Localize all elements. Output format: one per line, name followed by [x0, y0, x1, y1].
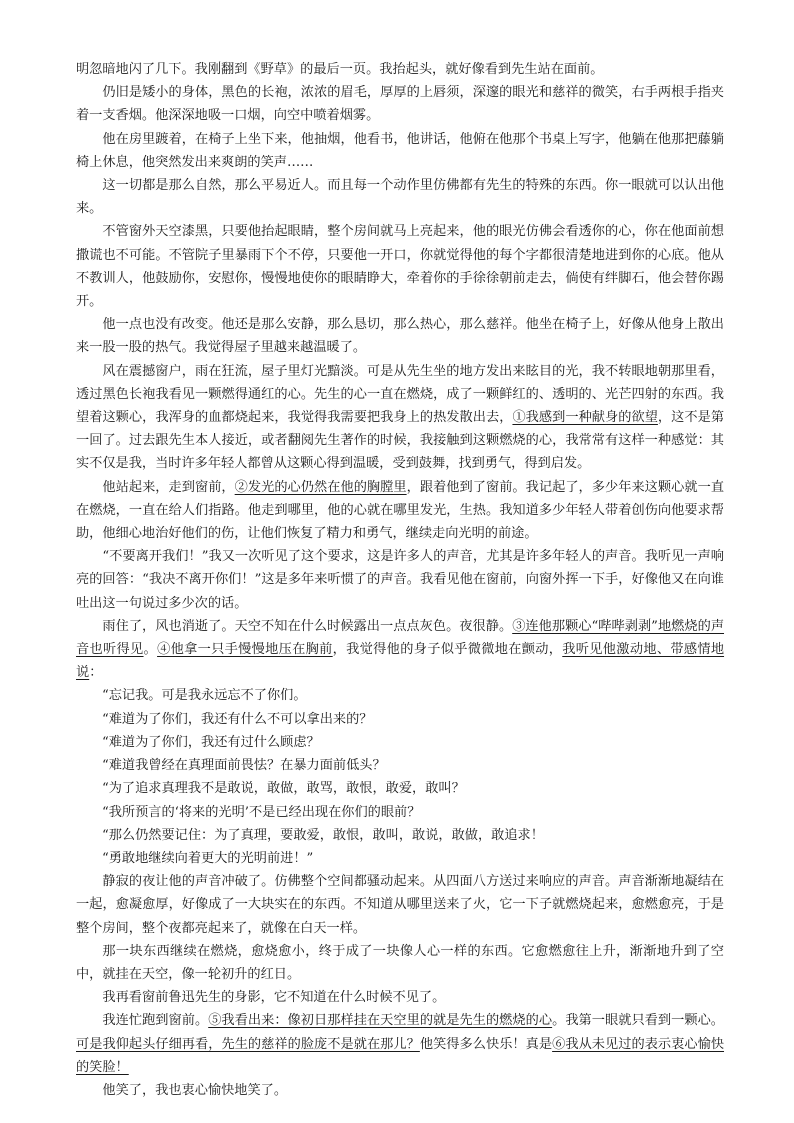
paragraph: 不管窗外天空漆黑，只要他抬起眼睛，整个房间就马上亮起来，他的眼光仿佛会看透你的心，你在他面前想撒谎也不可能。不管院子里暴雨下个不停，只要他一开口，你就觉得他的每个字都很清楚地进到你的心底。他从不教训人，他鼓励你，安慰你，慢慢地使你的眼睛睁大，牵着你的手徐徐朝前走去，倘使有绊脚石，他会替你踢开。 [76, 224, 724, 310]
underlined-sentence: ⑥我从未见过的表示衷心愉快的笑脸！ [76, 1036, 725, 1075]
underlined-sentence: ⑤我看出来：像初日那样挂在天空里的就是先生的燃烧的心 [208, 1013, 553, 1029]
underlined-sentence: ④他拿一只手慢慢地压在胸前 [157, 642, 333, 658]
underlined-sentence: ②发光的心仍然在他的胸膛里 [234, 479, 407, 495]
paragraph: 雨住了，风也消逝了。天空不知在什么时候露出一点点灰色。夜很静。③连他那颗心“哔哔剥剥”地燃烧的声音也听得见。④他拿一只手慢慢地压在胸前，我觉得他的身子似乎微微地在颤动，我听见他激动地、带感情地说： [76, 618, 725, 681]
paragraph: 我再看窗前鲁迅先生的身影，它不知道在什么时候不见了。 [102, 990, 446, 1006]
quote-line: “那么仍然要记住：为了真理，要敢爱，敢恨，敢叫，敢说，敢做，敢追求！ [102, 827, 544, 843]
quote-line: “难道为了你们，我还有过什么顾虑？ [102, 734, 320, 750]
paragraph: 风在震撼窗户，雨在狂流，屋子里灯光黯淡。可是从先生坐的地方发出来眩目的光，我不转眼地朝那里看，透过黑色长袍我看见一颗燃得通红的心。先生的心一直在燃烧，成了一颗鲜红的、透明的、光芒四射的东西。我望着这颗心，我浑身的血都烧起来，我觉得我需要把我身上的热发散出去，①我感到一种献身的欲望，这不是第一回了。过去跟先生本人接近，或者翻阅先生著作的时候，我接触到这颗燃烧的心，我常常有这样一种感觉：其实不仅是我，当时许多年轻人都曾从这颗心得到温暖，受到鼓舞，找到勇气，得到启发。 [76, 363, 725, 472]
paragraph: “不要离开我们！”我又一次听见了这个要求，这是许多人的声音，尤其是许多年轻人的声音。我听见一声响亮的回答：“我决不离开你们！”这是多年来听惯了的声音。我看见他在窗前，向窗外挥一下手，好像他又在向谁吐出这一句说过多少次的话。 [76, 549, 724, 611]
paragraph: 仍旧是矮小的身体，黑色的长袍，浓浓的眉毛，厚厚的上唇须，深邃的眼光和慈祥的微笑，右手两根手指夹着一支香烟。他深深地吸一口烟，向空中喷着烟雾。 [76, 85, 724, 124]
underlined-sentence: ③连他那颗心“哔哔剥剥”地燃烧的声音也听得见 [76, 618, 725, 658]
paragraph: 他笑了，我也衷心愉快地笑了。 [102, 1082, 288, 1098]
paragraph: 明忽暗地闪了几下。我刚翻到《野草》的最后一页。我抬起头，就好像看到先生站在面前。 [76, 62, 604, 77]
underlined-sentence: ①我感到一种献身的欲望 [512, 410, 658, 426]
paragraph: 他站起来，走到窗前，②发光的心仍然在他的胸膛里，跟着他到了窗前。我记起了，多少年来这颗心就一直在燃烧，一直在给人们指路。他走到哪里，他的心就在哪里发光，生热。我知道多少年轻人带着创伤向他要求帮助，他细心地治好他们的伤，让他们恢复了精力和勇气，继续走向光明的前途。 [76, 479, 725, 542]
quote-line: “为了追求真理我不是敢说，敢做，敢骂，敢恨，敢爱，敢叫？ [102, 781, 465, 797]
quote-line: “难道我曾经在真理面前畏怯？在暴力面前低头？ [102, 758, 386, 774]
underlined-sentence: 可是我仰起头仔细再看，先生的慈祥的脸庞不是就在那儿？ [76, 1036, 420, 1052]
quote-line: “我所预言的‘将来的光明’不是已经出现在你们的眼前？ [102, 804, 421, 820]
paragraph: 这一切都是那么自然，那么平易近人。而且每一个动作里仿佛都有先生的特殊的东西。你一眼就可以认出他来。 [76, 178, 724, 217]
underlined-sentence: 我听见他激动地、带感情地说 [76, 642, 725, 681]
quote-line: “勇敢地继续向着更大的光明前进！” [102, 850, 314, 866]
paragraph: 我连忙跑到窗前。⑤我看出来：像初日那样挂在天空里的就是先生的燃烧的心。我第一眼就只看到一颗心。可是我仰起头仔细再看，先生的慈祥的脸庞不是就在那儿？他笑得多么快乐！真是⑥我从未见过的表示衷心愉快的笑脸！ [76, 1013, 725, 1075]
quote-line: “难道为了你们，我还有什么不可以拿出来的？ [102, 711, 373, 727]
paragraph: 他在房里踱着，在椅子上坐下来，他抽烟，他看书，他讲话，他俯在他那个书桌上写字，他躺在他那把藤躺椅上休息，他突然发出来爽朗的笑声…… [76, 131, 724, 170]
quote-line: “忘记我。可是我永远忘不了你们。 [102, 688, 307, 704]
paragraph: 他一点也没有改变。他还是那么安静，那么恳切，那么热心，那么慈祥。他坐在椅子上，好像从他身上散出来一股一股的热气。我觉得屋子里越来越温暖了。 [76, 317, 724, 356]
paragraph: 那一块东西继续在燃烧，愈烧愈小，终于成了一块像人心一样的东西。它愈燃愈往上升，渐渐地升到了空中，就挂在天空，像一轮初升的红日。 [76, 943, 724, 982]
paragraph: 静寂的夜让他的声音冲破了。仿佛整个空间都骚动起来。从四面八方送过来响应的声音。声音渐渐地凝结在一起，愈凝愈厚，好像成了一大块实在的东西。不知道从哪里送来了火，它一下子就燃烧起来，愈燃愈亮，于是整个房间，整个夜都亮起来了，就像在白天一样。 [76, 874, 724, 936]
